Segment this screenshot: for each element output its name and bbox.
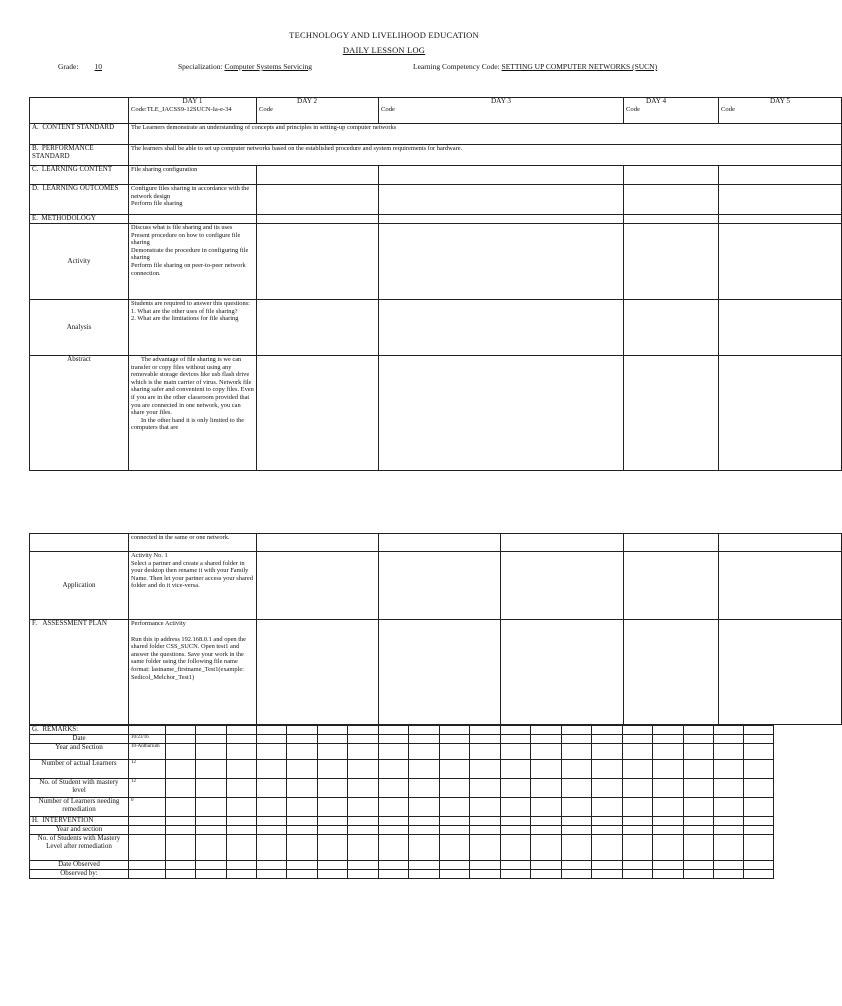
day4-header: DAY 4 Code	[624, 98, 719, 124]
remarks-row	[30, 735, 774, 744]
remarks-row	[30, 760, 774, 779]
grade-field: Grade: 10	[58, 62, 103, 71]
remarks-label: G. REMARKS:	[30, 726, 129, 735]
remarks-row-value: 12	[129, 760, 166, 779]
intervention-row	[30, 861, 774, 870]
abstract-text: The advantage of file sharing is we can transfer or copy files without using any removable storage devices like usb flash drive which is the main carrier of virus. Network file sharing safer and convenient to copy files. Even if you are in the other classroom provided that you are connected in one network, you can share your files. In the other hand it is only limited to the computers that are	[129, 356, 257, 471]
intervention-row-label: Year and section	[30, 826, 129, 835]
intervention-row-label: Date Observed	[30, 861, 129, 870]
learning-content-text: File sharing configuration	[129, 166, 257, 185]
remarks-row-value: 10-Anthurium	[129, 744, 166, 760]
analysis-text: Students are required to answer this questions: 1. What are the other uses of file sharing? 2. What are the limitations for file sharing	[129, 300, 257, 356]
content-standard-text: The Learners demonstrate an understanding of concepts and principles in setting-up computer networks	[129, 124, 842, 145]
remarks-row-label: Number of Learners needing remediation	[30, 798, 129, 817]
remarks-row-value: 10/23/16	[129, 735, 166, 744]
remarks-row-label: Year and Section	[30, 744, 129, 760]
day1-header: DAY 1 Code:TLE_IACSS9-12SUCN-Ia-e-34	[129, 98, 257, 124]
intervention-row-label: Observed by:	[30, 870, 129, 879]
analysis-label: Analysis	[30, 300, 129, 356]
intervention-row-label: No. of Students with Mastery Level after remediation	[30, 835, 129, 861]
intervention-label: H. INTERVENTION	[30, 817, 129, 826]
assessment-plan-label: F. ASSESSMENT PLAN	[30, 620, 129, 725]
document-subtitle: DAILY LESSON LOG	[342, 45, 426, 55]
abstract-label: Abstract	[30, 356, 129, 471]
methodology-label: E. METHODOLOGY	[30, 215, 129, 224]
remarks-row	[30, 779, 774, 798]
document-title: TECHNOLOGY AND LIVELIHOOD EDUCATION	[289, 30, 479, 40]
lesson-log-table-page2	[29, 533, 842, 725]
day3-header: DAY 3 Code	[379, 98, 624, 124]
learning-outcomes-text: Configure files sharing in accordance with the network design Perform file sharing	[129, 185, 257, 215]
learning-content-label: C. LEARNING CONTENT	[30, 166, 129, 185]
activity-label: Activity	[30, 224, 129, 300]
remarks-row-value: 12	[129, 779, 166, 798]
activity-text: Discuss what is file sharing and its uses Present procedure on how to configure file sharing Demonstrate the procedure in configuring file sharing Perform file sharing on peer-to-peer network connection.	[129, 224, 257, 300]
assessment-plan-text: Performance Activity Run this ip address 192.168.0.1 and open the shared folder CSS_SUCN. Open test1 and answer the questions. Save your work in the same folder using the following file name format: lastname_firstname_Test1(example: Sedicol_Melchor_Test1)	[129, 620, 257, 725]
specialization-field: Specialization: Computer Systems Servicing	[178, 62, 312, 71]
intervention-header-row	[30, 817, 774, 826]
remarks-header-row	[30, 726, 774, 735]
remarks-table	[29, 725, 774, 879]
content-standard-label: A. CONTENT STANDARD	[30, 124, 129, 145]
application-label: Application	[30, 552, 129, 620]
remarks-row-label: No. of Student with mastery level	[30, 779, 129, 798]
learning-outcomes-label: D. LEARNING OUTCOMES	[30, 185, 129, 215]
remarks-row	[30, 798, 774, 817]
intervention-row	[30, 835, 774, 861]
remarks-row-label: Number of actual Learners	[30, 760, 129, 779]
remarks-row-value: 0	[129, 798, 166, 817]
performance-standard-text: The learners shall be able to set up computer networks based on the established procedure and system requirements for hardware.	[129, 145, 842, 166]
lesson-log-table-page1	[29, 97, 842, 471]
application-text: Activity No. 1 Select a partner and create a shared folder in your desktop then rename it with your Family Name. Then let your partner access your shared folder and do it vice-versa.	[129, 552, 257, 620]
day5-header: DAY 5 Code	[719, 98, 842, 124]
abstract-continued: connected in the same or one network.	[129, 534, 257, 552]
remarks-row	[30, 744, 774, 760]
remarks-row-label: Date	[30, 735, 129, 744]
competency-code-field: Learning Competency Code: SETTING UP COMPUTER NETWORKS (SUCN)	[413, 62, 658, 71]
intervention-row	[30, 870, 774, 879]
intervention-row	[30, 826, 774, 835]
day2-header: DAY 2 Code	[257, 98, 379, 124]
performance-standard-label: B. PERFORMANCE STANDARD	[30, 145, 129, 166]
corner-cell	[30, 98, 129, 124]
